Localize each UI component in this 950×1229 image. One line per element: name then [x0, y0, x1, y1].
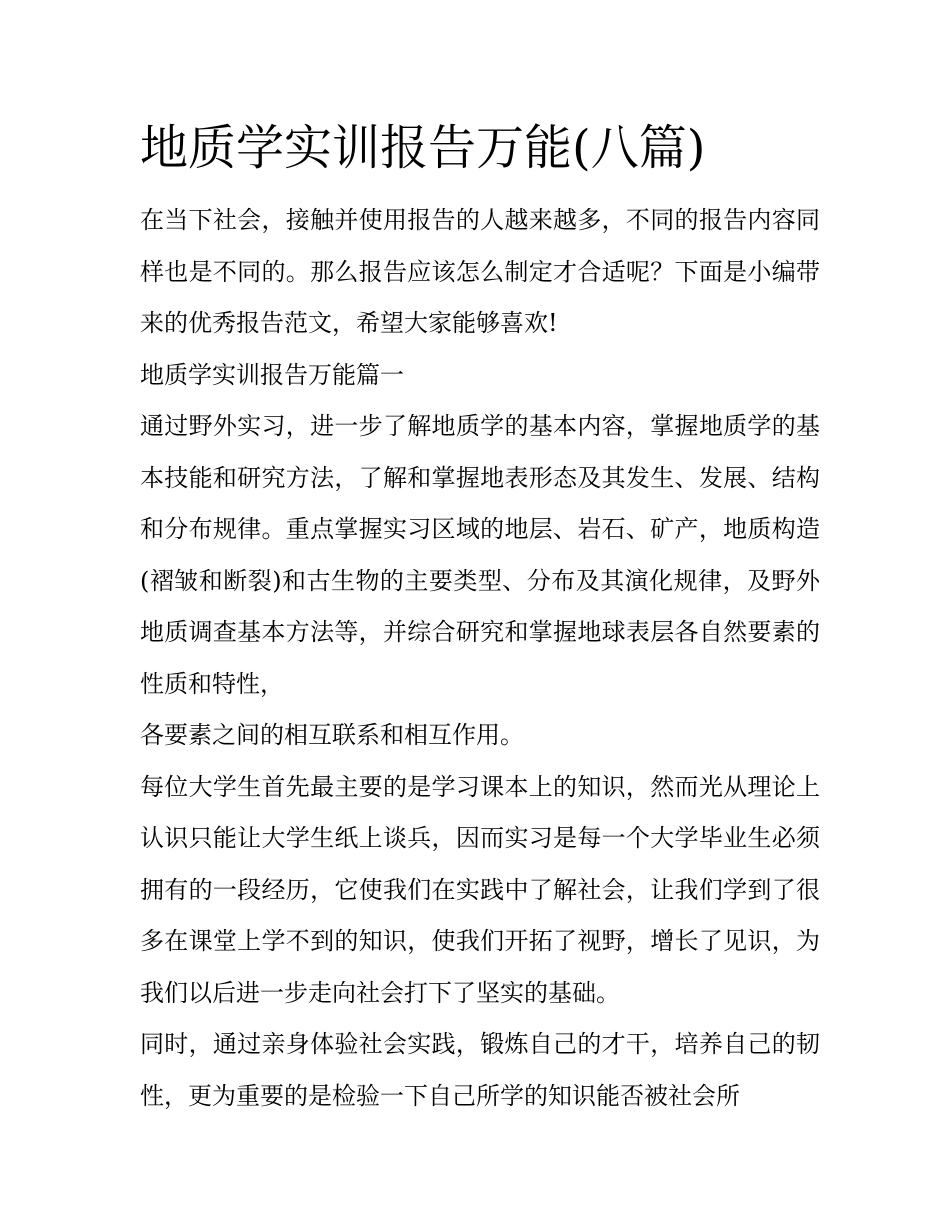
- body-paragraph: 通过野外实习，进一步了解地质学的基本内容，掌握地质学的基本技能和研究方法，了解和掌握地表形态及其发生、发展、结构和分布规律。重点掌握实习区域的地层、岩石、矿产，地质构造(褶皱和断裂)和古生物的主要类型、分布及其演化规律，及野外地质调查基本方法等，并综合研究和掌握地球表层各自然要素的性质和特性，: [140, 412, 820, 698]
- document-title: 地质学实训报告万能(八篇): [140, 120, 706, 176]
- intro-paragraph: 在当下社会，接触并使用报告的人越来越多，不同的报告内容同样也是不同的。那么报告应该怎么制定才合适呢？下面是小编带来的优秀报告范文，希望大家能够喜欢!: [140, 206, 820, 337]
- section-heading: 地质学实训报告万能篇一: [140, 360, 404, 389]
- body-paragraph: 同时，通过亲身体验社会实践，锻炼自己的才干，培养自己的韧性，更为重要的是检验一下自己所学的知识能否被社会所: [140, 1030, 820, 1110]
- body-paragraph: 各要素之间的相互联系和相互作用。: [140, 721, 524, 749]
- document-body: [140, 195, 820, 1122]
- body-paragraph: 每位大学生首先最主要的是学习课本上的知识，然而光从理论上认识只能让大学生纸上谈兵，因而实习是每一个大学毕业生必须拥有的一段经历，它使我们在实践中了解社会，让我们学到了很多在课堂上学不到的知识，使我们开拓了视野，增长了见识，为我们以后进一步走向社会打下了坚实的基础。: [140, 772, 820, 1007]
